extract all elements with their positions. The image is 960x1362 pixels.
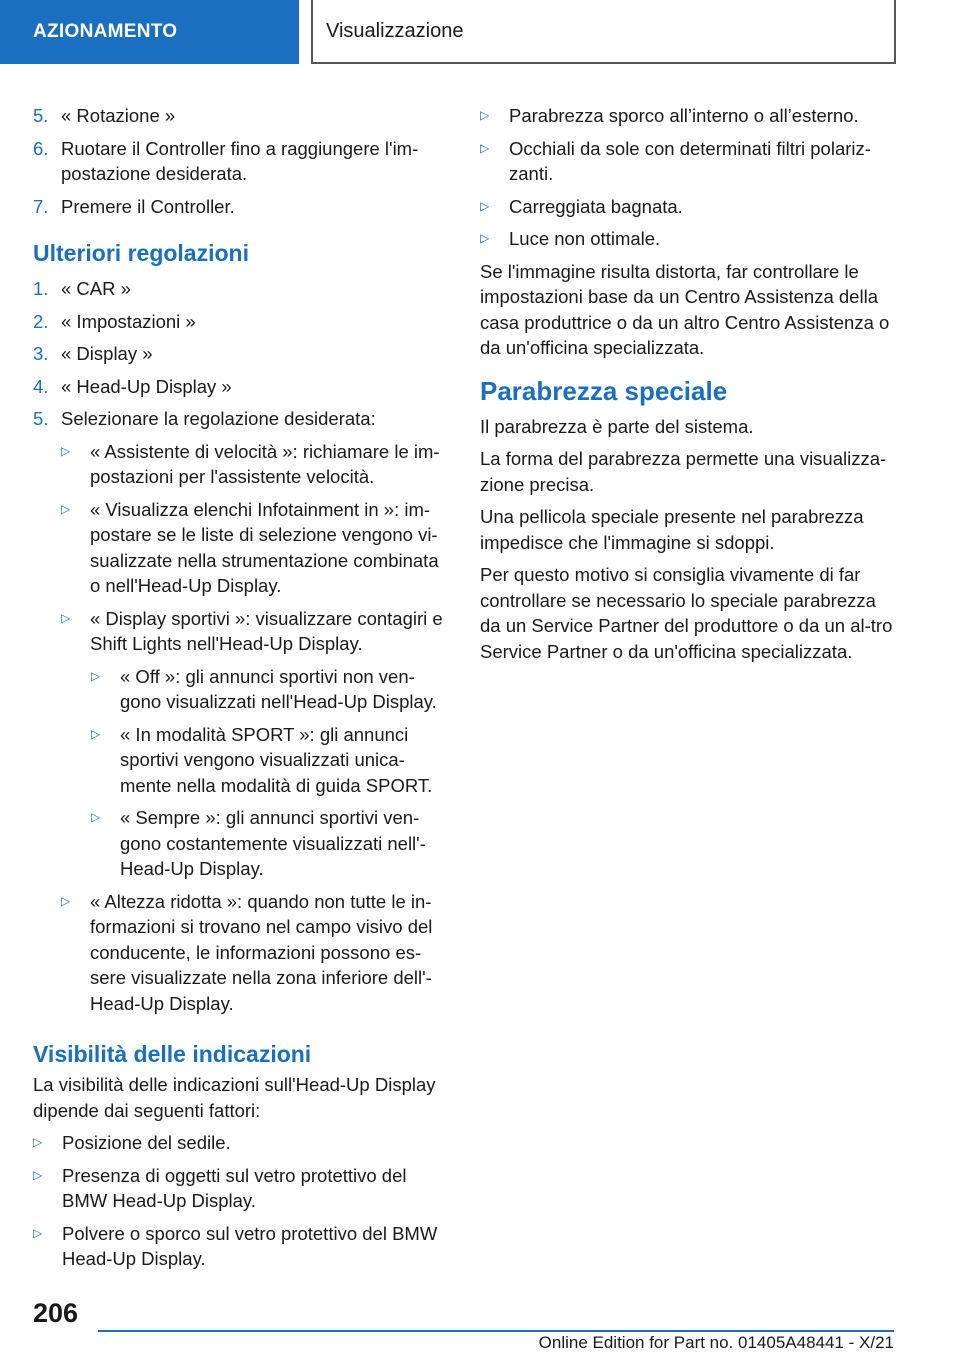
triangle-bullet-icon: ▷ xyxy=(61,893,71,908)
list-item xyxy=(33,1163,448,1214)
bullet-text: Carreggiata bagnata. xyxy=(509,195,683,217)
step-text: « Display » xyxy=(61,343,153,364)
triangle-bullet-icon: ▷ xyxy=(33,1225,43,1240)
bullet-text: « In modalità SPORT »: gli annunci sportivi vengono visualizzati unica-mente nella modalità di guida SPORT. xyxy=(120,723,433,796)
list-item xyxy=(33,497,448,599)
list-item xyxy=(33,136,448,187)
step-text: « CAR » xyxy=(61,278,131,299)
paragraph: Il parabrezza è parte del sistema. xyxy=(480,415,754,437)
footer-divider xyxy=(98,1330,894,1332)
bullet-text: Polvere o sporco sul vetro protettivo del BMW Head-Up Display. xyxy=(62,1222,438,1269)
list-item xyxy=(33,276,448,302)
paragraph: Se l'immagine risulta distorta, far controllare le impostazioni base da un Centro Assistenza della casa produttrice o da un altro Centro Assistenza o da un'officina specializzata. xyxy=(480,260,890,358)
triangle-bullet-icon: ▷ xyxy=(61,610,71,625)
paragraph: Per questo motivo si consiglia vivamente di far controllare se necessario lo speciale parabrezza da un Service Partner del produttore o da un al-tro Service Partner o da un'officina specializzata. xyxy=(480,564,893,662)
list-item xyxy=(33,664,448,715)
list-item xyxy=(33,406,448,432)
left-column xyxy=(33,103,448,1279)
paragraph: Una pellicola speciale presente nel parabrezza impedisce che l'immagine si sdoppi. xyxy=(480,506,864,553)
list-item xyxy=(33,722,448,799)
step-number: 2. xyxy=(33,310,49,332)
triangle-bullet-icon: ▷ xyxy=(91,810,101,824)
list-item xyxy=(33,1130,448,1156)
list-item xyxy=(480,136,895,187)
bullet-text: Luce non ottimale. xyxy=(509,228,661,249)
triangle-bullet-icon: ▷ xyxy=(480,231,490,245)
list-item xyxy=(33,1221,448,1272)
triangle-bullet-icon: ▷ xyxy=(61,501,71,516)
step-number: 7. xyxy=(33,195,49,217)
section-heading: Ulteriori regolazioni xyxy=(33,240,249,266)
triangle-bullet-icon: ▷ xyxy=(91,726,101,741)
list-item xyxy=(33,103,448,129)
step-number: 1. xyxy=(33,278,49,299)
step-text: Premere il Controller. xyxy=(61,195,235,217)
bullet-text: Posizione del sedile. xyxy=(62,1132,231,1153)
bullet-text: Presenza di oggetti sul vetro protettivo del BMW Head-Up Display. xyxy=(62,1164,407,1211)
bullet-text: Parabrezza sporco all’interno o all’esterno. xyxy=(509,105,859,126)
list-item xyxy=(33,606,448,657)
section-tab: AZIONAMENTO xyxy=(0,0,299,64)
triangle-bullet-icon: ▷ xyxy=(61,443,71,458)
bullet-text: « Visualizza elenchi Infotainment in »: im-postare se le liste di selezione vengono vi-sualizzate nella strumentazione combinata o nell'Head-Up Display. xyxy=(90,498,439,596)
bullet-text: Occhiali da sole con determinati filtri polariz-zanti. xyxy=(509,137,871,184)
bullet-text: « Off »: gli annunci sportivi non ven-gono visualizzati nell'Head-Up Display. xyxy=(120,665,437,712)
bullet-text: « Display sportivi »: visualizzare contagiri e Shift Lights nell'Head-Up Display. xyxy=(90,607,443,654)
page-title-text: Visualizzazione xyxy=(326,19,464,42)
step-text: Ruotare il Controller fino a raggiungere l'im-postazione desiderata. xyxy=(61,137,419,184)
triangle-bullet-icon: ▷ xyxy=(480,140,490,155)
step-number: 4. xyxy=(33,375,49,397)
list-item xyxy=(480,194,895,220)
step-number: 5. xyxy=(33,105,49,126)
section-heading: Parabrezza speciale xyxy=(480,375,728,406)
list-item xyxy=(33,439,448,490)
list-item xyxy=(480,103,895,129)
bullet-text: « Sempre »: gli annunci sportivi ven-gono costantemente visualizzati nell'-Head-Up Display. xyxy=(120,807,426,879)
step-text: « Impostazioni » xyxy=(61,310,196,332)
page-number: 206 xyxy=(33,1298,79,1328)
footer-edition: Online Edition for Part no. 01405A48441 - X/21 xyxy=(538,1333,894,1352)
step-number: 3. xyxy=(33,343,49,364)
list-item xyxy=(33,341,448,367)
triangle-bullet-icon: ▷ xyxy=(33,1135,43,1149)
list-item xyxy=(33,194,448,220)
list-item xyxy=(33,889,448,1017)
paragraph: La forma del parabrezza permette una visualizza-zione precisa. xyxy=(480,448,887,495)
step-text: « Head-Up Display » xyxy=(61,375,232,397)
step-text: Selezionare la regolazione desiderata: xyxy=(61,408,376,429)
triangle-bullet-icon: ▷ xyxy=(91,668,101,683)
section-heading: Visibilità delle indicazioni xyxy=(33,1041,312,1067)
step-text: « Rotazione » xyxy=(61,105,176,126)
triangle-bullet-icon: ▷ xyxy=(33,1167,43,1182)
triangle-bullet-icon: ▷ xyxy=(480,108,490,122)
bullet-text: « Assistente di velocità »: richiamare le im-postazioni per l'assistente velocità. xyxy=(90,440,440,487)
step-number: 6. xyxy=(33,137,49,159)
page-title xyxy=(311,0,896,64)
step-number: 5. xyxy=(33,408,49,429)
triangle-bullet-icon: ▷ xyxy=(480,198,490,213)
bullet-text: « Altezza ridotta »: quando non tutte le in-formazioni si trovano nel campo visivo del conducente, le informazioni possono es-sere visualizzate nella zona inferiore dell'-Head-Up Display. xyxy=(90,890,433,1014)
paragraph: La visibilità delle indicazioni sull'Head-Up Display dipende dai seguenti fattori: xyxy=(33,1074,436,1121)
right-column xyxy=(480,103,895,671)
list-item xyxy=(33,805,448,882)
list-item xyxy=(33,309,448,335)
list-item xyxy=(33,374,448,400)
list-item xyxy=(480,226,895,252)
